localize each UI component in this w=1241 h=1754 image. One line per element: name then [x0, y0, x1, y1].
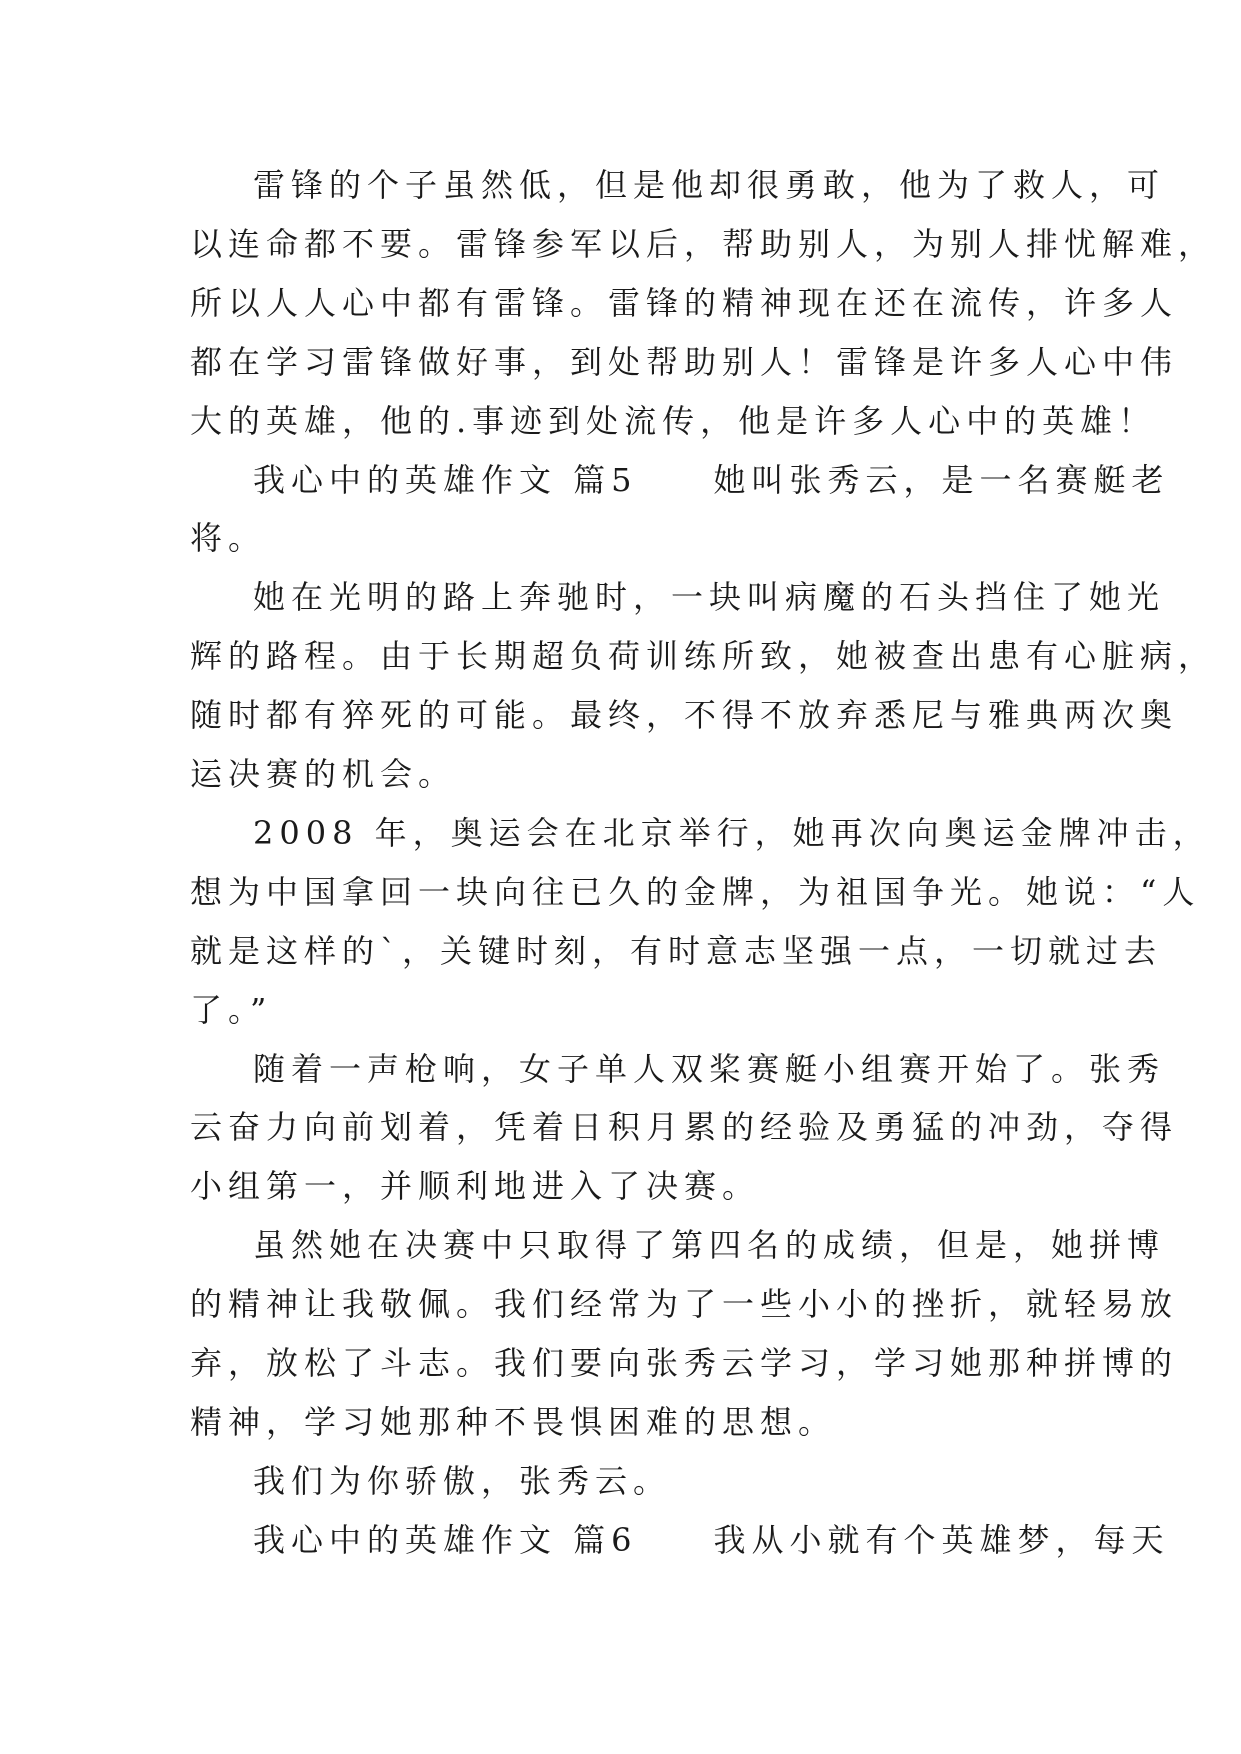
text-line: 就是这样的`，关键时刻，有时意志坚强一点，一切就过去 [190, 932, 1163, 970]
text-line: 所以人人心中都有雷锋。雷锋的精神现在还在流传，许多人 [190, 284, 1179, 322]
text-line: 雷锋的个子虽然低，但是他却很勇敢，他为了救人，可 [253, 166, 1166, 204]
text-line: 随时都有猝死的可能。最终，不得不放弃悉尼与雅典两次奥 [190, 696, 1179, 734]
text-line: 了。” [190, 991, 273, 1029]
text-line: 弃，放松了斗志。我们要向张秀云学习，学习她那种拼博的 [190, 1344, 1179, 1382]
text-line: 大的英雄，他的.事迹到处流传，他是许多人心中的英雄！ [190, 402, 1157, 440]
text-line: 小组第一，并顺利地进入了决赛。 [190, 1167, 761, 1205]
text-line: 的精神让我敬佩。我们经常为了一些小小的挫折，就轻易放 [190, 1285, 1179, 1323]
section-heading: 我心中的英雄作文 篇6 我从小就有个英雄梦，每天 [253, 1521, 1170, 1559]
text-line: 将。 [190, 519, 267, 557]
text-line: 想为中国拿回一块向往已久的金牌，为祖国争光。她说：“人 [190, 873, 1201, 911]
text-line: 云奋力向前划着，凭着日积月累的经验及勇猛的冲劲，夺得 [190, 1108, 1179, 1146]
section-heading: 我心中的英雄作文 篇5 她叫张秀云，是一名赛艇老 [253, 461, 1170, 499]
text-line: 以连命都不要。雷锋参军以后，帮助别人，为别人排忧解难， [190, 225, 1217, 263]
text-line: 都在学习雷锋做好事，到处帮助别人！雷锋是许多人心中伟 [190, 343, 1179, 381]
text-line: 随着一声枪响，女子单人双桨赛艇小组赛开始了。张秀 [253, 1050, 1166, 1088]
text-line: 2008 年，奥运会在北京举行，她再次向奥运金牌冲击， [253, 814, 1211, 852]
text-line: 辉的路程。由于长期超负荷训练所致，她被查出患有心脏病， [190, 637, 1217, 675]
text-line: 我们为你骄傲，张秀云。 [253, 1462, 672, 1500]
text-line: 运决赛的机会。 [190, 755, 457, 793]
text-line: 虽然她在决赛中只取得了第四名的成绩，但是，她拼博 [253, 1226, 1166, 1264]
text-line: 精神，学习她那种不畏惧困难的思想。 [190, 1403, 837, 1441]
text-line: 她在光明的路上奔驰时，一块叫病魔的石头挡住了她光 [253, 578, 1166, 616]
